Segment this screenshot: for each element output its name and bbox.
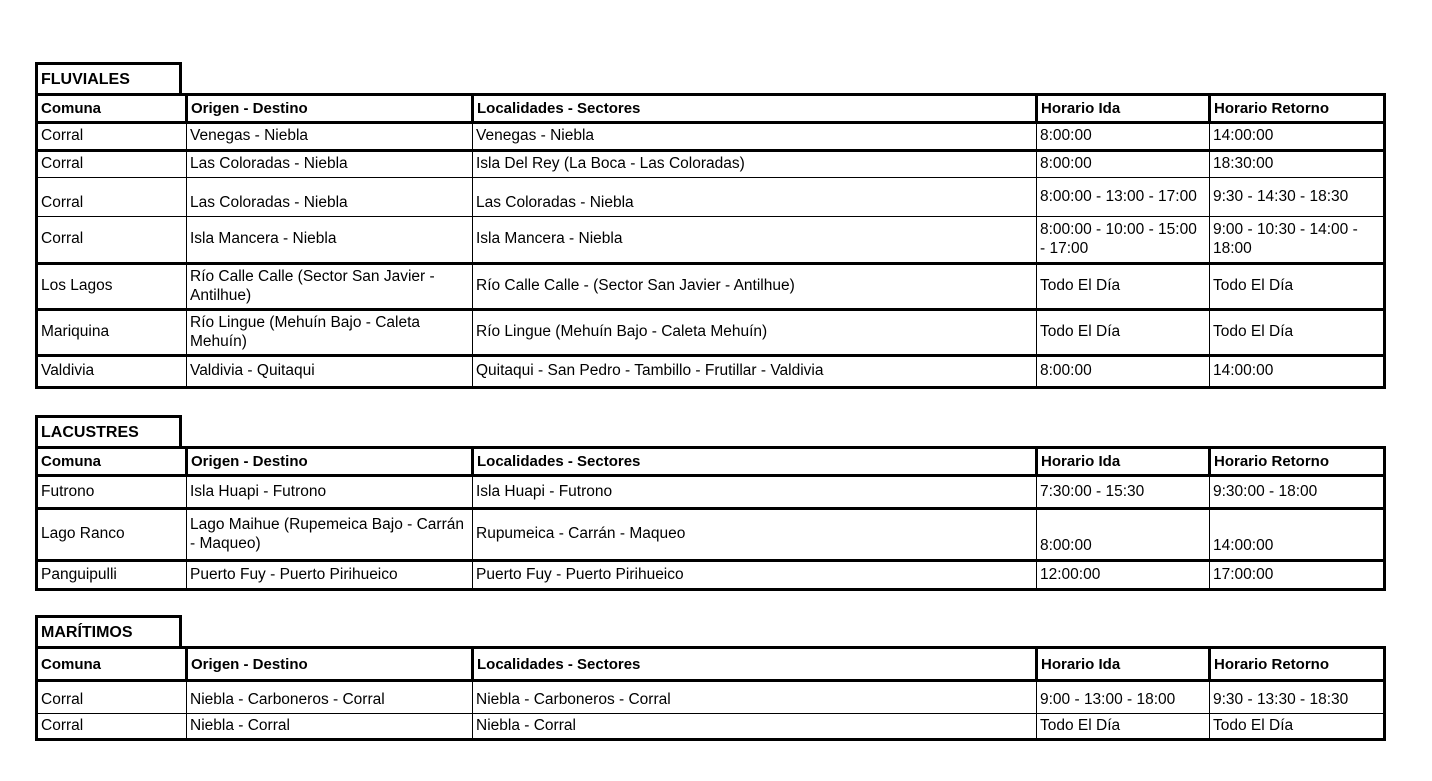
- cell: Isla Huapi - Futrono: [473, 476, 1037, 509]
- cell: Lago Ranco: [37, 509, 187, 561]
- cell: 12:00:00: [1037, 561, 1210, 590]
- cell: 17:00:00: [1210, 561, 1385, 590]
- cell: Venegas - Niebla: [187, 123, 473, 151]
- cell: Futrono: [37, 476, 187, 509]
- header-horario-ida: Horario Ida: [1037, 648, 1210, 681]
- cell: 8:00:00: [1037, 509, 1210, 561]
- table-row: [37, 123, 1385, 151]
- cell: Todo El Día: [1037, 264, 1210, 310]
- cell: Isla Mancera - Niebla: [473, 217, 1037, 264]
- schedule-table: [35, 646, 1386, 741]
- cell: Valdivia - Quitaqui: [187, 356, 473, 388]
- table-row: [37, 310, 1385, 356]
- cell: Quitaqui - San Pedro - Tambillo - Frutillar - Valdivia: [473, 356, 1037, 388]
- cell: Todo El Día: [1210, 264, 1385, 310]
- header-horario-retorno: Horario Retorno: [1210, 648, 1385, 681]
- cell: Las Coloradas - Niebla: [187, 178, 473, 217]
- table-row: [37, 151, 1385, 178]
- cell: 14:00:00: [1210, 356, 1385, 388]
- schedule-table: [35, 93, 1386, 389]
- cell: Corral: [37, 178, 187, 217]
- section-title: LACUSTRES: [35, 415, 182, 446]
- cell: 7:30:00 - 15:30: [1037, 476, 1210, 509]
- cell: Puerto Fuy - Puerto Pirihueico: [473, 561, 1037, 590]
- cell: 9:00 - 10:30 - 14:00 - 18:00: [1210, 217, 1385, 264]
- cell: Puerto Fuy - Puerto Pirihueico: [187, 561, 473, 590]
- table-row: [37, 714, 1385, 740]
- section-title: FLUVIALES: [35, 62, 182, 93]
- cell: Todo El Día: [1210, 310, 1385, 356]
- cell: Niebla - Carboneros - Corral: [473, 681, 1037, 714]
- table-row: [37, 476, 1385, 509]
- cell: Mariquina: [37, 310, 187, 356]
- cell: 9:00 - 13:00 - 18:00: [1037, 681, 1210, 714]
- cell: Corral: [37, 123, 187, 151]
- cell: 8:00:00: [1037, 151, 1210, 178]
- section-title: MARÍTIMOS: [35, 615, 182, 646]
- header-horario-retorno: Horario Retorno: [1210, 95, 1385, 123]
- cell: Río Calle Calle (Sector San Javier - Antilhue): [187, 264, 473, 310]
- cell: Río Lingue (Mehuín Bajo - Caleta Mehuín): [187, 310, 473, 356]
- cell: Panguipulli: [37, 561, 187, 590]
- header-row: [37, 95, 1385, 123]
- cell: Río Calle Calle - (Sector San Javier - Antilhue): [473, 264, 1037, 310]
- cell: 8:00:00 - 10:00 - 15:00 - 17:00: [1037, 217, 1210, 264]
- cell: Venegas - Niebla: [473, 123, 1037, 151]
- header-comuna: Comuna: [37, 648, 187, 681]
- section-maritimos: [35, 615, 1383, 741]
- table-row: [37, 509, 1385, 561]
- table-row: [37, 561, 1385, 590]
- cell: Rupumeica - Carrán - Maqueo: [473, 509, 1037, 561]
- header-row: [37, 648, 1385, 681]
- header-horario-ida: Horario Ida: [1037, 448, 1210, 476]
- header-horario-retorno: Horario Retorno: [1210, 448, 1385, 476]
- schedule-table: [35, 446, 1386, 591]
- cell: 8:00:00 - 13:00 - 17:00: [1037, 178, 1210, 217]
- cell: Río Lingue (Mehuín Bajo - Caleta Mehuín): [473, 310, 1037, 356]
- cell: Niebla - Carboneros - Corral: [187, 681, 473, 714]
- table-row: [37, 178, 1385, 217]
- cell: Corral: [37, 681, 187, 714]
- cell: Los Lagos: [37, 264, 187, 310]
- cell: Todo El Día: [1037, 310, 1210, 356]
- header-localidades: Localidades - Sectores: [473, 95, 1037, 123]
- header-origen-destino: Origen - Destino: [187, 448, 473, 476]
- header-comuna: Comuna: [37, 448, 187, 476]
- header-horario-ida: Horario Ida: [1037, 95, 1210, 123]
- header-origen-destino: Origen - Destino: [187, 95, 473, 123]
- table-row: [37, 681, 1385, 714]
- table-row: [37, 264, 1385, 310]
- cell: Todo El Día: [1037, 714, 1210, 740]
- cell: Corral: [37, 217, 187, 264]
- cell: 8:00:00: [1037, 356, 1210, 388]
- section-fluviales: [35, 62, 1383, 389]
- cell: Las Coloradas - Niebla: [473, 178, 1037, 217]
- cell: 8:00:00: [1037, 123, 1210, 151]
- cell: Isla Mancera - Niebla: [187, 217, 473, 264]
- cell: Niebla - Corral: [473, 714, 1037, 740]
- cell: Corral: [37, 714, 187, 740]
- cell: 14:00:00: [1210, 123, 1385, 151]
- section-lacustres: [35, 415, 1383, 591]
- cell: 9:30 - 13:30 - 18:30: [1210, 681, 1385, 714]
- cell: Las Coloradas - Niebla: [187, 151, 473, 178]
- cell: Niebla - Corral: [187, 714, 473, 740]
- table-row: [37, 217, 1385, 264]
- header-origen-destino: Origen - Destino: [187, 648, 473, 681]
- cell: Isla Huapi - Futrono: [187, 476, 473, 509]
- cell: 14:00:00: [1210, 509, 1385, 561]
- cell: Lago Maihue (Rupemeica Bajo - Carrán - Maqueo): [187, 509, 473, 561]
- header-comuna: Comuna: [37, 95, 187, 123]
- cell: Corral: [37, 151, 187, 178]
- cell: 9:30 - 14:30 - 18:30: [1210, 178, 1385, 217]
- cell: Isla Del Rey (La Boca - Las Coloradas): [473, 151, 1037, 178]
- cell: 9:30:00 - 18:00: [1210, 476, 1385, 509]
- header-localidades: Localidades - Sectores: [473, 648, 1037, 681]
- header-localidades: Localidades - Sectores: [473, 448, 1037, 476]
- cell: Valdivia: [37, 356, 187, 388]
- table-row: [37, 356, 1385, 388]
- cell: 18:30:00: [1210, 151, 1385, 178]
- header-row: [37, 448, 1385, 476]
- cell: Todo El Día: [1210, 714, 1385, 740]
